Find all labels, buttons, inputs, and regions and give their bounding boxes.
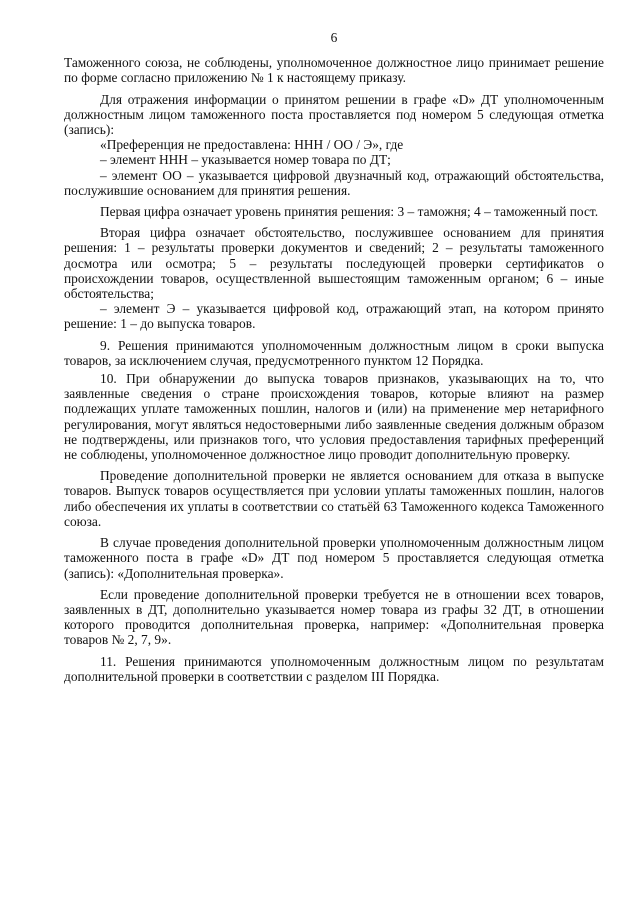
paragraph-first-digit: Первая цифра означает уровень принятия решения: 3 – таможня; 4 – таможенный пост. [100,204,599,220]
paragraph-second-digit: Вторая цифра означает обстоятельство, послужившее основанием для принятия решения: 1 – результаты проверки документов и сведений; 2 – результаты таможенного досмотра или осмотра; 5 – результаты последующей проверки сертификатов о происхождении товаров, осуществленной вышестоящим таможенным органом; 6 – иные обстоятельства; [64,225,604,302]
paragraph-element-nnn: – элемент ННН – указывается номер товара по ДТ; [100,152,391,168]
page-number: 6 [330,30,338,45]
paragraph-check-mark: В случае проведения дополнительной проверки уполномоченным должностным лицом таможенного поста в графе «D» ДТ под номером 5 проставляется следующая отметка (запись): «Дополнительная проверка». [64,535,604,581]
paragraph-item-10: 10. При обнаружении до выпуска товаров признаков, указывающих на то, что заявленные сведения о стране происхождения товаров, которые влияют на размер подлежащих уплате таможенных пошлин, налогов и (или) на применение мер нетарифного регулирования, могут являться недостоверными либо заявленные сведения должным образом не подтверждены, или признаков того, что условия предоставления тарифных преференций не соблюдены, уполномоченное должностное лицо проводит дополнительную проверку. [64,371,604,463]
paragraph-element-e: – элемент Э – указывается цифровой код, отражающий этап, на котором принято решение: 1 – до выпуска товаров. [64,301,604,332]
paragraph-element-oo: – элемент ОО – указывается цифровой двузначный код, отражающий обстоятельства, послужившие основанием для принятия решения. [64,167,604,198]
paragraph-item-9: 9. Решения принимаются уполномоченным должностным лицом в сроки выпуска товаров, за исключением случая, предусмотренного пунктом 12 Порядка. [64,337,604,368]
paragraph-recording-info: Для отражения информации о принятом решении в графе «D» ДТ уполномоченным должностным лицом таможенного поста проставляется под номером 5 следующая отметка (запись): [64,91,604,138]
document-page [64,30,604,687]
paragraph-continuation: Таможенного союза, не соблюдены, уполномоченное должностное лицо принимает решение по форме согласно приложению № 1 к настоящему приказу. [64,55,604,86]
paragraph-partial-check: Если проведение дополнительной проверки требуется не в отношении всех товаров, заявленных в ДТ, дополнительно указывается номер товара из графы 32 ДТ, в отношении которого проводится дополнительная проверка, например: «Дополнительная проверка товаров № 2, 7, 9». [64,586,604,648]
paragraph-additional-check: Проведение дополнительной проверки не является основанием для отказа в выпуске товаров. Выпуск товаров осуществляется при условии уплаты таможенных пошлин, налогов либо обеспечения их уплаты в соответствии со статьёй 63 Таможенного кодекса Таможенного союза. [64,468,604,529]
paragraph-preference-mark: «Преференция не предоставлена: ННН / ОО / Э», где [100,137,404,153]
paragraph-item-11: 11. Решения принимаются уполномоченным должностным лицом по результатам дополнительной проверки в соответствии с разделом III Порядка. [64,653,604,684]
